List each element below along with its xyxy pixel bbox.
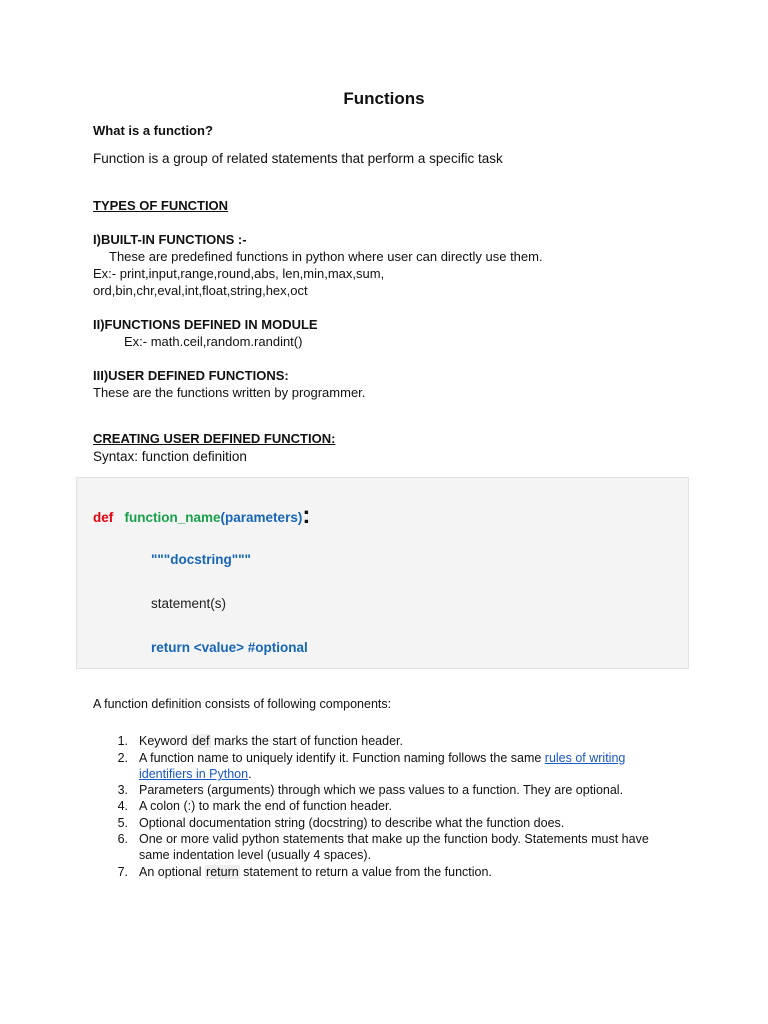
syntax-label: Syntax: function definition — [93, 449, 247, 464]
builtin-heading: I)BUILT-IN FUNCTIONS :- — [93, 232, 247, 247]
def-code-span: def — [192, 734, 210, 748]
creating-heading: CREATING USER DEFINED FUNCTION: — [93, 431, 336, 446]
list-number: 7. — [117, 865, 128, 879]
components-intro: A function definition consists of following components: — [93, 697, 392, 711]
list-number: 1. — [117, 734, 128, 748]
question-heading: What is a function? — [93, 123, 213, 138]
parameters-token: parameters — [225, 510, 298, 525]
user-heading: III)USER DEFINED FUNCTIONS: — [93, 368, 289, 383]
return-token: return <value> #optional — [151, 640, 308, 655]
function-name-token: function_name — [124, 510, 221, 525]
list-text: Parameters (arguments) through which we pass values to a function. They are optional. — [139, 783, 624, 797]
list-number: 4. — [117, 799, 128, 813]
code-signature-line — [93, 501, 310, 529]
builtin-example-line1: Ex:- print,input,range,round,abs, len,min,max,sum, — [93, 266, 385, 281]
list-text: Keyword def marks the start of function header. — [139, 734, 403, 748]
module-example: Ex:- math.ceil,random.randint() — [124, 334, 303, 349]
list-text: A function name to uniquely identify it. Function naming follows the same rules of writing — [139, 751, 626, 765]
module-heading: II)FUNCTIONS DEFINED IN MODULE — [93, 317, 318, 332]
list-number: 2. — [117, 751, 128, 765]
list-item-continuation: identifiers in Python. — [139, 767, 252, 781]
list-item-continuation: same indentation level (usually 4 spaces). — [139, 848, 372, 862]
builtin-desc: These are predefined functions in python where user can directly use them. — [109, 249, 543, 264]
docstring-token: """docstring""" — [151, 552, 251, 567]
close-paren: ) — [297, 510, 303, 525]
list-number: 3. — [117, 783, 128, 797]
rules-link[interactable]: rules of writing — [544, 751, 626, 765]
identifiers-link[interactable]: identifiers in Python — [139, 767, 249, 781]
user-desc: These are the functions written by programmer. — [93, 385, 366, 400]
list-text: An optional return statement to return a value from the function. — [139, 865, 492, 879]
builtin-example-line2: ord,bin,chr,eval,int,float,string,hex,oct — [93, 283, 308, 298]
open-paren: ( — [220, 510, 226, 525]
return-code-span: return — [206, 865, 239, 879]
colon-token: : — [302, 502, 311, 529]
list-number: 5. — [117, 816, 128, 830]
definition-text: Function is a group of related statements that perform a specific task — [93, 151, 503, 166]
code-block — [76, 477, 689, 669]
types-heading: TYPES OF FUNCTION — [93, 198, 229, 213]
page-title: Functions — [343, 89, 425, 108]
list-text: One or more valid python statements that make up the function body. Statements must have — [139, 832, 649, 846]
list-text: Optional documentation string (docstring) to describe what the function does. — [139, 816, 565, 830]
list-number: 6. — [117, 832, 128, 846]
statements-token: statement(s) — [151, 596, 227, 611]
def-keyword: def — [93, 510, 114, 525]
list-text: A colon (:) to mark the end of function header. — [139, 799, 392, 813]
